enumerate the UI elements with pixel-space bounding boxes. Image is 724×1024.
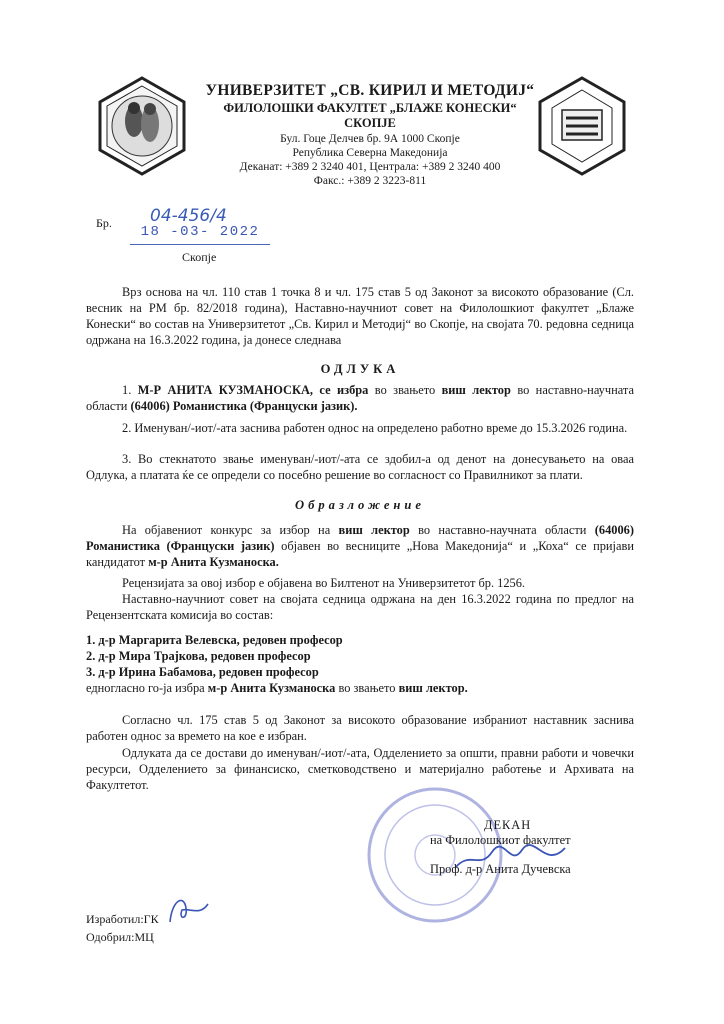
reasoning-paragraph-6: Одлуката да се достави до именуван/-иот/-ата, Одделението за општи, правни работи и човечки ресурси, Одделението за финансиско, сметководствено и материјално работење и Архивата на Факултетот.: [86, 746, 634, 792]
reference-date: 18 -03- 2022: [130, 224, 270, 245]
reference-label: Бр.: [96, 216, 112, 230]
p1-text-c: објавен во весниците „Нова Македонија“ и „Коха“ се пријави кандидатот: [86, 539, 634, 569]
reasoning-paragraph-3: Наставно-научниот совет на својата седница одржана на ден 16.3.2022 година по предлог на Рецензентската комисија во состав:: [86, 592, 634, 622]
footer-prepared: Изработил:ГК: [86, 912, 159, 926]
header-phones: Деканат: +389 2 3240 401, Централа: +389 2 3240 400: [239, 161, 501, 173]
reference-number: 04-456/4: [150, 206, 227, 226]
footer-approved: Одобрил:МЦ: [86, 930, 154, 944]
signature-unit: на Филолошкиот факултет: [430, 833, 571, 847]
header-country: Република Северна Македонија: [292, 147, 448, 159]
item-1-mid: во звањето: [374, 383, 436, 397]
reasoning-title: Образложение: [294, 498, 426, 512]
faculty-logo: [532, 76, 632, 181]
p4-text-a: едногласно го-ја избра: [86, 681, 205, 695]
p1-rank: виш лектор: [338, 523, 410, 537]
header-city: СКОПЈЕ: [344, 116, 396, 130]
header-fax: Факс.: +389 2 3223-811: [313, 175, 427, 187]
preparer-signature: [160, 890, 220, 935]
reasoning-paragraph-1: [86, 522, 634, 570]
reasoning-paragraph-5: Согласно чл. 175 став 5 од Законот за високото образование избраниот наставник заснива работен однос за времето на кое е избран.: [86, 713, 634, 743]
p1-text-b: во наставно-научната области: [418, 523, 587, 537]
commission-member-2: 2. д-р Мира Трајкова, редовен професор: [86, 649, 311, 663]
university-name: УНИВЕРЗИТЕТ „СВ. КИРИЛ И МЕТОДИЈ“: [205, 82, 535, 99]
reasoning-paragraph-2: Рецензијата за овој избор е објавена во Билтенот на Универзитетот бр. 1256.: [122, 576, 526, 590]
commission-member-1: 1. д-р Маргарита Велевска, редовен професор: [86, 633, 343, 647]
p1-text-a: На објавениот конкурс за избор на: [122, 523, 331, 537]
p1-name: м-р Анита Кузманоска.: [148, 555, 279, 569]
reasoning-paragraph-4: [86, 680, 634, 696]
decision-title: ОДЛУКА: [320, 362, 400, 376]
decision-item-1: [86, 382, 634, 414]
header-address: Бул. Гоце Делчев бр. 9А 1000 Скопје: [280, 133, 460, 145]
faculty-name: ФИЛОЛОШКИ ФАКУЛТЕТ „БЛАЖЕ КОНЕСКИ“: [223, 101, 517, 115]
signature-role: ДЕКАН: [484, 818, 532, 832]
reference-place: Скопје: [182, 250, 217, 264]
item-1-name: М-Р АНИТА КУЗМАНОСКА, се избра: [137, 383, 369, 397]
p4-rank: виш лектор.: [398, 681, 468, 695]
university-logo: [92, 76, 192, 181]
item-1-mid2: во наставно-научната области: [86, 383, 634, 413]
item-1-rank: виш лектор: [441, 383, 511, 397]
p4-name: м-р Анита Кузманоска: [207, 681, 336, 695]
preamble: Врз основа на чл. 110 став 1 точка 8 и чл. 175 став 5 од Законот за високото образование (Сл. весник на РМ бр. 82/2018 година), Наставно-научниот совет на Филолошкиот факултет „Блаже Конески“ во состав на Универзитетот „Св. Кирил и Методиј“ во Скопје, на својата 70. редовна седница одржана на 16.3.2022 година, ја донесе следнава: [86, 285, 634, 347]
item-1-number: 1.: [122, 383, 132, 397]
decision-item-2: 2. Именуван/-иот/-ата заснива работен однос на определено работно време до 15.3.2026 година.: [122, 421, 628, 435]
signature-name: Проф. д-р Анита Дучевска: [430, 862, 571, 876]
decision-item-3: 3. Во стекнатото звање именуван/-иот/-ата се здобил-а од денот на донесувањето на оваа Одлука, а платата ќе се определи со посебно решение во согласност со Правилникот за плати.: [86, 452, 634, 482]
p1-area: (64006) Романистика (Француски јазик): [86, 523, 634, 553]
item-1-area: (64006) Романистика (Француски јазик).: [130, 399, 358, 413]
commission-member-3: 3. д-р Ирина Бабамова, редовен професор: [86, 665, 319, 679]
p4-text-b: во звањето: [338, 681, 396, 695]
